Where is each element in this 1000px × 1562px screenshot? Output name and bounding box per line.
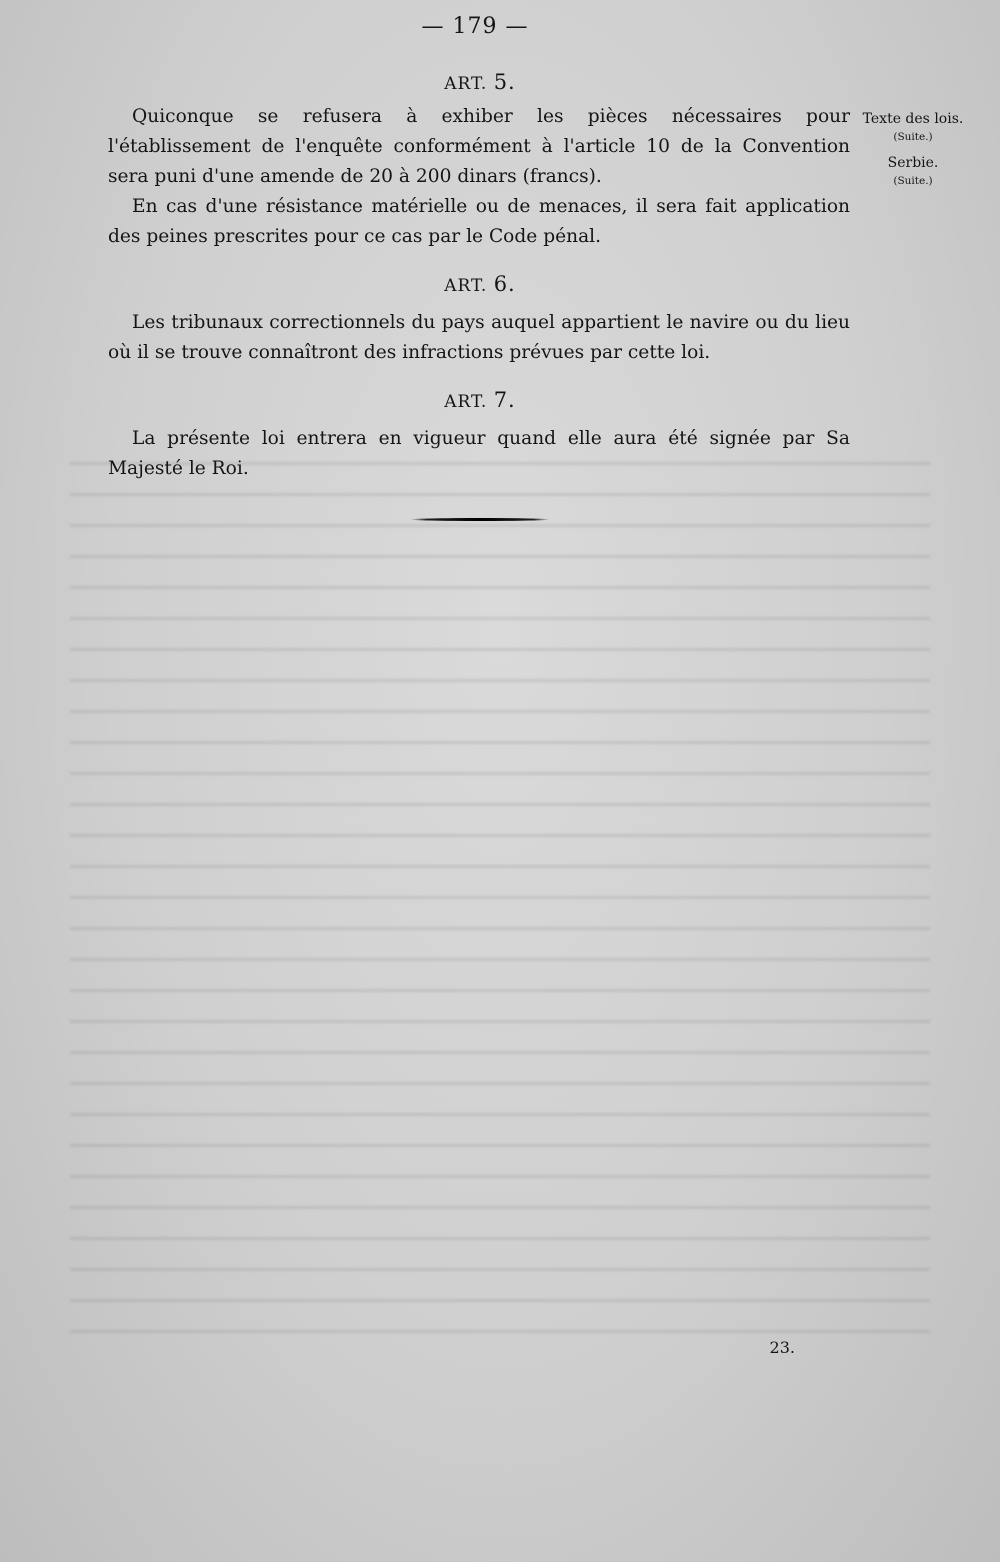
article-7-heading	[0, 388, 960, 412]
section-divider-rule	[410, 518, 550, 521]
article-number: 6.	[493, 272, 516, 296]
article-7-paragraph-1: La présente loi entrera en vigueur quand elle aura été signée par Sa Majesté le Roi.	[108, 428, 850, 479]
article-prefix: ART.	[444, 392, 488, 412]
article-prefix: ART.	[444, 276, 488, 296]
article-prefix: ART.	[444, 74, 488, 94]
article-number: 5.	[493, 70, 516, 94]
margin-note-sub: (Suite.)	[893, 131, 933, 143]
margin-note-sub: (Suite.)	[893, 175, 933, 187]
article-5-heading	[0, 70, 960, 94]
article-number: 7.	[493, 388, 516, 412]
margin-note-texte-des-lois	[848, 110, 978, 146]
article-5-paragraph-1: Quiconque se refusera à exhiber les pièces nécessaires pour l'établissement de l'enquête conformément à l'article 10 de la Convention sera puni d'une amende de 20 à 200 dinars (francs).	[108, 106, 850, 187]
signature-mark: 23.	[769, 1338, 795, 1357]
article-6-paragraph-1: Les tribunaux correctionnels du pays auquel appartient le navire ou du lieu où il se trouve connaîtront des infractions prévues par cette loi.	[108, 312, 850, 363]
article-6-heading	[0, 272, 960, 296]
margin-note-title: Serbie.	[887, 155, 939, 171]
bleed-through-texture	[70, 440, 930, 1340]
page-number: — 179 —	[421, 14, 529, 39]
article-5-paragraph-2: En cas d'une résistance matérielle ou de menaces, il sera fait application des peines prescrites pour ce cas par le Code pénal.	[108, 196, 850, 247]
margin-note-title: Texte des lois.	[862, 111, 964, 127]
margin-note-serbie	[848, 154, 978, 190]
